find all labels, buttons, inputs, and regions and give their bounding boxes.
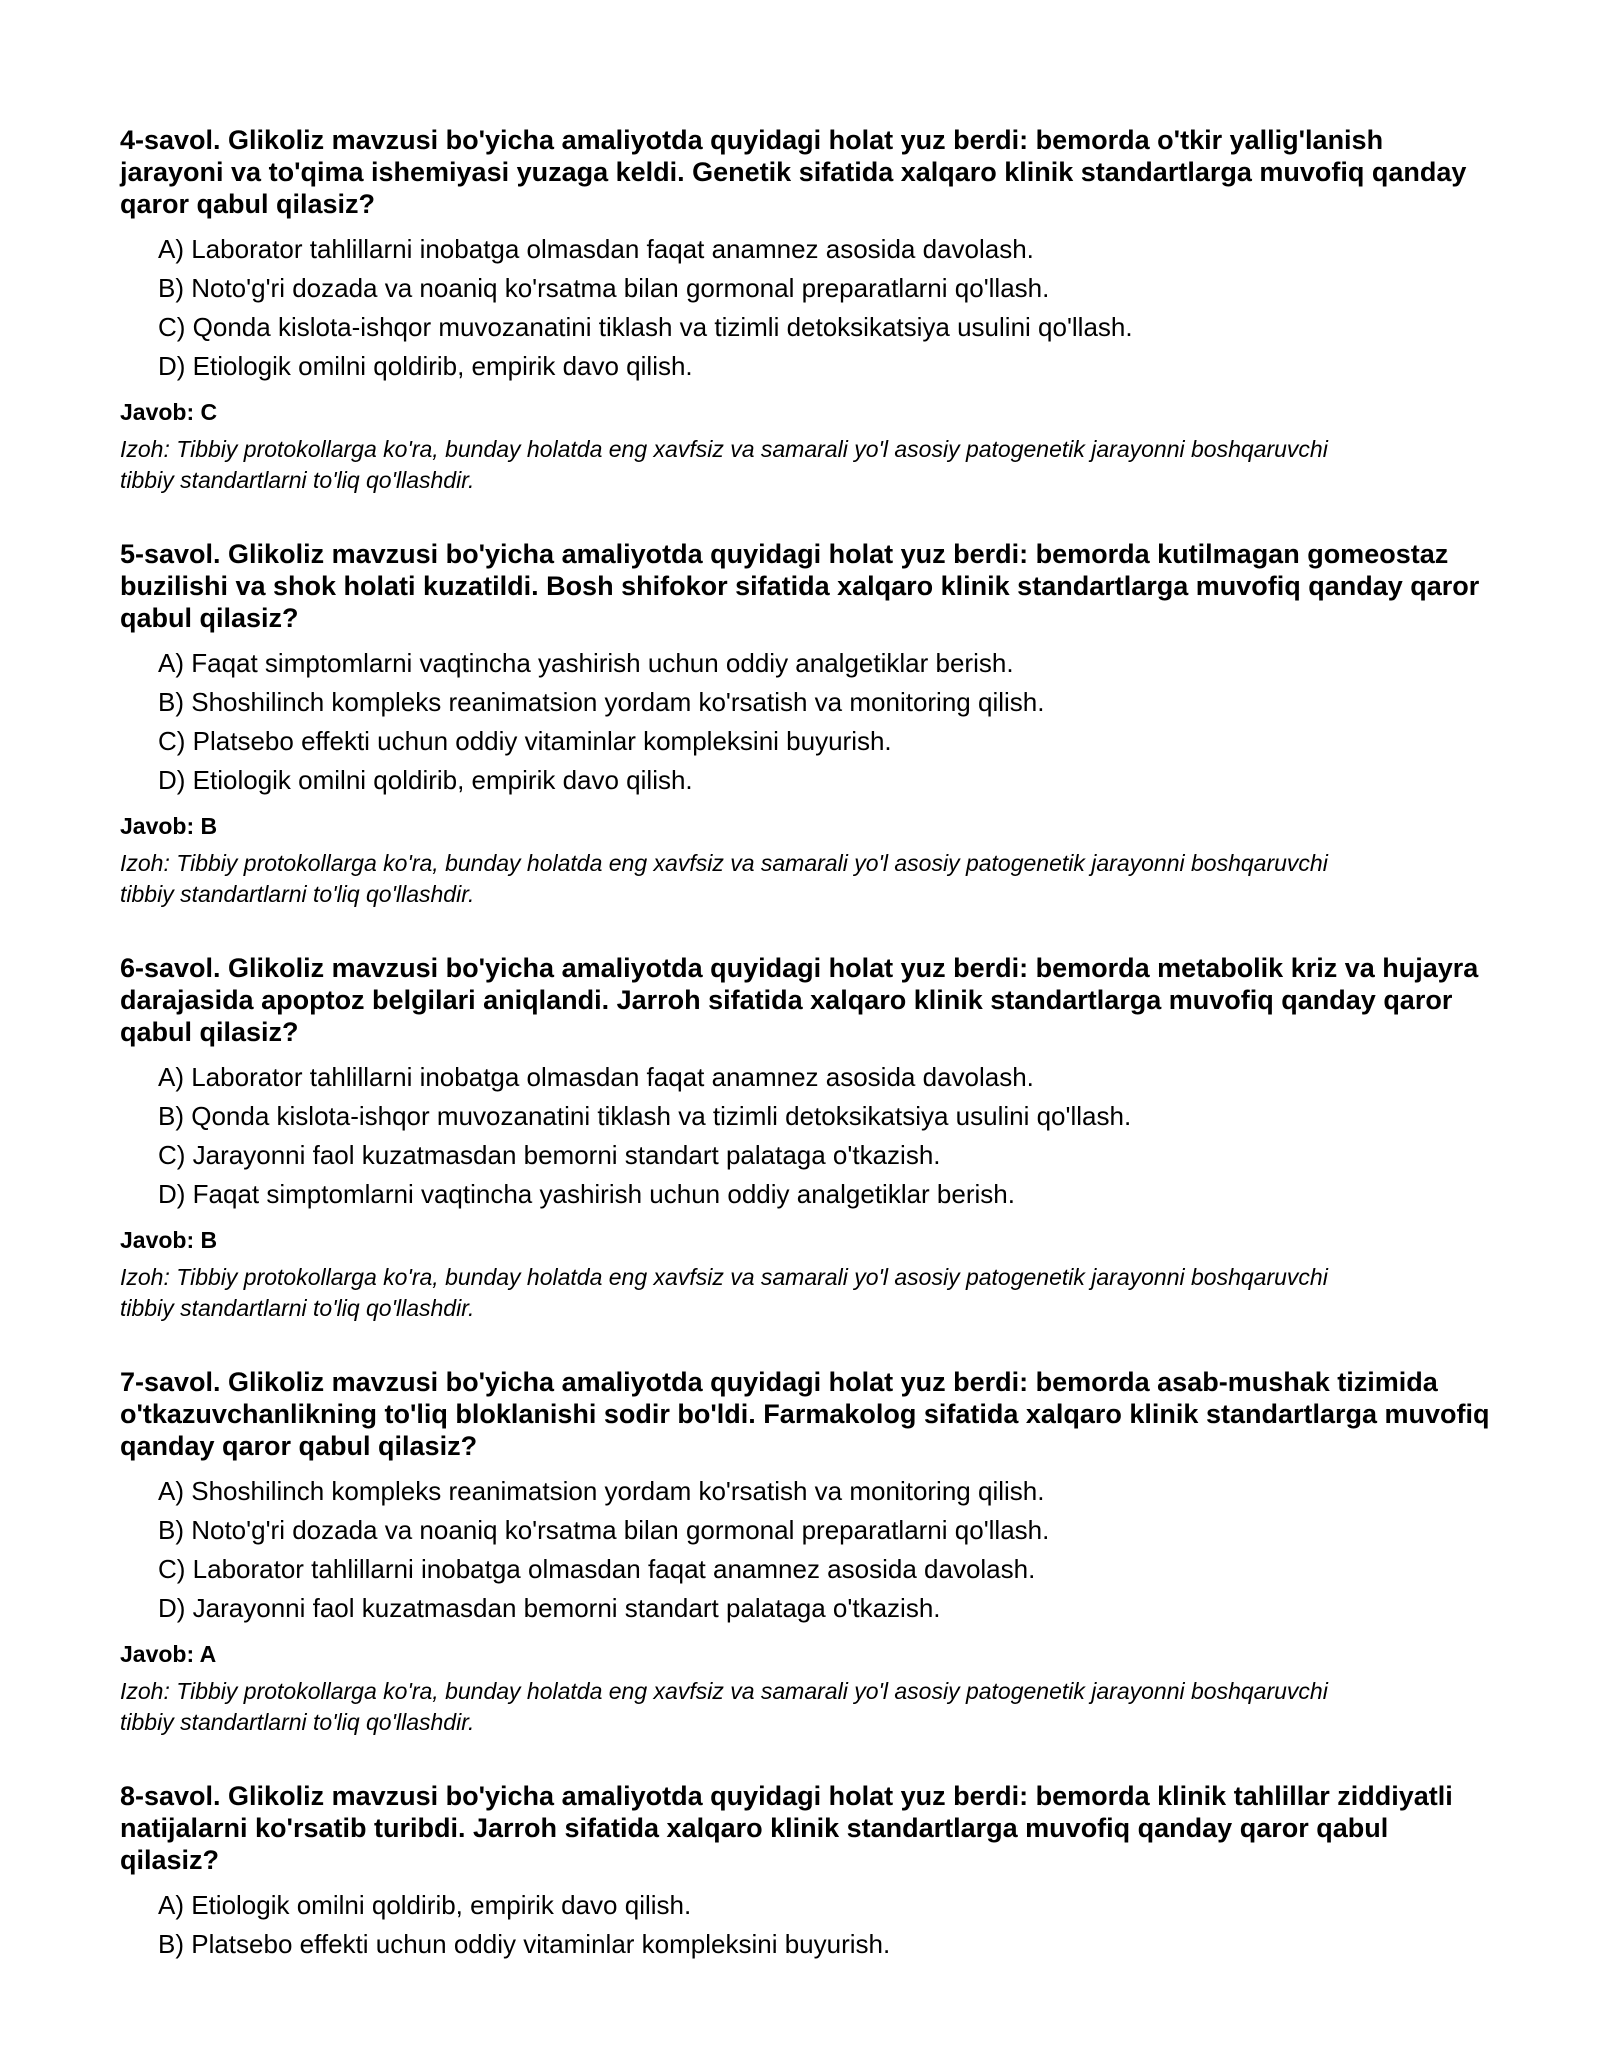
option-a: A) Laborator tahlillarni inobatga olmasdan faqat anamnez asosida davolash. — [158, 1062, 1034, 1092]
option-c: C) Qonda kislota-ishqor muvozanatini tiklash va tizimli detoksikatsiya usulini qo'llash. — [158, 312, 1133, 342]
option-a: A) Laborator tahlillarni inobatga olmasdan faqat anamnez asosida davolash. — [158, 234, 1034, 264]
question-block — [120, 124, 1500, 496]
question-block — [120, 1780, 1500, 1964]
option-list — [120, 1886, 1500, 1964]
option-c: C) Laborator tahlillarni inobatga olmasdan faqat anamnez asosida davolash. — [158, 1554, 1036, 1584]
option-d: D) Etiologik omilni qoldirib, empirik davo qilish. — [158, 351, 693, 381]
explanation-note: Izoh: Tibbiy protokollarga ko'ra, bunday holatda eng xavfsiz va samarali yo'l asosiy patogenetik jarayonni boshqaruvchi tibbiy standartlarni to'liq qo'llashdir. — [120, 436, 1328, 493]
option-b: B) Qonda kislota-ishqor muvozanatini tiklash va tizimli detoksikatsiya usulini qo'llash. — [158, 1101, 1132, 1131]
question-block — [120, 1366, 1500, 1738]
option-d: D) Jarayonni faol kuzatmasdan bemorni standart palataga o'tkazish. — [158, 1593, 941, 1623]
answer-label: Javob: C — [120, 399, 218, 425]
option-d: D) Etiologik omilni qoldirib, empirik davo qilish. — [158, 765, 693, 795]
option-list — [120, 1058, 1500, 1214]
option-b: B) Noto'g'ri dozada va noaniq ko'rsatma bilan gormonal preparatlarni qo'llash. — [158, 273, 1050, 303]
option-a: A) Shoshilinch kompleks reanimatsion yordam ko'rsatish va monitoring qilish. — [158, 1476, 1045, 1506]
question-title: 8-savol. Glikoliz mavzusi bo'yicha amaliyotda quyidagi holat yuz berdi: bemorda klinik tahlillar ziddiyatli natijalarni ko'rsatib turibdi. Jarroh sifatida xalqaro klinik standartlarga muvofiq qanday qaror qabul qilasiz? — [120, 1781, 1453, 1875]
option-b: B) Noto'g'ri dozada va noaniq ko'rsatma bilan gormonal preparatlarni qo'llash. — [158, 1515, 1050, 1545]
answer-label: Javob: A — [120, 1641, 217, 1667]
option-list — [120, 230, 1500, 386]
question-block — [120, 952, 1500, 1324]
question-title: 5-savol. Glikoliz mavzusi bo'yicha amaliyotda quyidagi holat yuz berdi: bemorda kutilmagan gomeostaz buzilishi va shok holati kuzatildi. Bosh shifokor sifatida xalqaro klinik standartlarga muvofiq qanday qaror qabul qilasiz? — [120, 539, 1480, 633]
question-title: 7-savol. Glikoliz mavzusi bo'yicha amaliyotda quyidagi holat yuz berdi: bemorda asab-mushak tizimida o'tkazuvchanlikning to'liq bloklanishi sodir bo'ldi. Farmakolog sifatida xalqaro klinik standartlarga muvofiq qanday qaror qabul qilasiz? — [120, 1367, 1490, 1461]
option-a: A) Etiologik omilni qoldirib, empirik davo qilish. — [158, 1890, 692, 1920]
question-title: 6-savol. Glikoliz mavzusi bo'yicha amaliyotda quyidagi holat yuz berdi: bemorda metabolik kriz va hujayra darajasida apoptoz belgilari aniqlandi. Jarroh sifatida xalqaro klinik standartlarga muvofiq qanday qaror qabul qilasiz? — [120, 953, 1479, 1047]
explanation-note: Izoh: Tibbiy protokollarga ko'ra, bunday holatda eng xavfsiz va samarali yo'l asosiy patogenetik jarayonni boshqaruvchi tibbiy standartlarni to'liq qo'llashdir. — [120, 850, 1328, 907]
option-c: C) Platsebo effekti uchun oddiy vitaminlar kompleksini buyurish. — [158, 726, 892, 756]
question-title: 4-savol. Glikoliz mavzusi bo'yicha amaliyotda quyidagi holat yuz berdi: bemorda o'tkir yallig'lanish jarayoni va to'qima ishemiyasi yuzaga keldi. Genetik sifatida xalqaro klinik standartlarga muvofiq qanday qaror qabul qilasiz? — [120, 125, 1467, 219]
option-c: C) Jarayonni faol kuzatmasdan bemorni standart palataga o'tkazish. — [158, 1140, 941, 1170]
explanation-note: Izoh: Tibbiy protokollarga ko'ra, bunday holatda eng xavfsiz va samarali yo'l asosiy patogenetik jarayonni boshqaruvchi tibbiy standartlarni to'liq qo'llashdir. — [120, 1264, 1328, 1321]
option-b: B) Platsebo effekti uchun oddiy vitaminlar kompleksini buyurish. — [158, 1929, 891, 1959]
explanation-note: Izoh: Tibbiy protokollarga ko'ra, bunday holatda eng xavfsiz va samarali yo'l asosiy patogenetik jarayonni boshqaruvchi tibbiy standartlarni to'liq qo'llashdir. — [120, 1678, 1328, 1735]
question-block — [120, 538, 1500, 910]
answer-label: Javob: B — [120, 1227, 218, 1253]
option-d: D) Faqat simptomlarni vaqtincha yashirish uchun oddiy analgetiklar berish. — [158, 1179, 1015, 1209]
answer-label: Javob: B — [120, 813, 218, 839]
option-a: A) Faqat simptomlarni vaqtincha yashirish uchun oddiy analgetiklar berish. — [158, 648, 1014, 678]
option-list — [120, 644, 1500, 800]
option-b: B) Shoshilinch kompleks reanimatsion yordam ko'rsatish va monitoring qilish. — [158, 687, 1045, 717]
option-list — [120, 1472, 1500, 1628]
